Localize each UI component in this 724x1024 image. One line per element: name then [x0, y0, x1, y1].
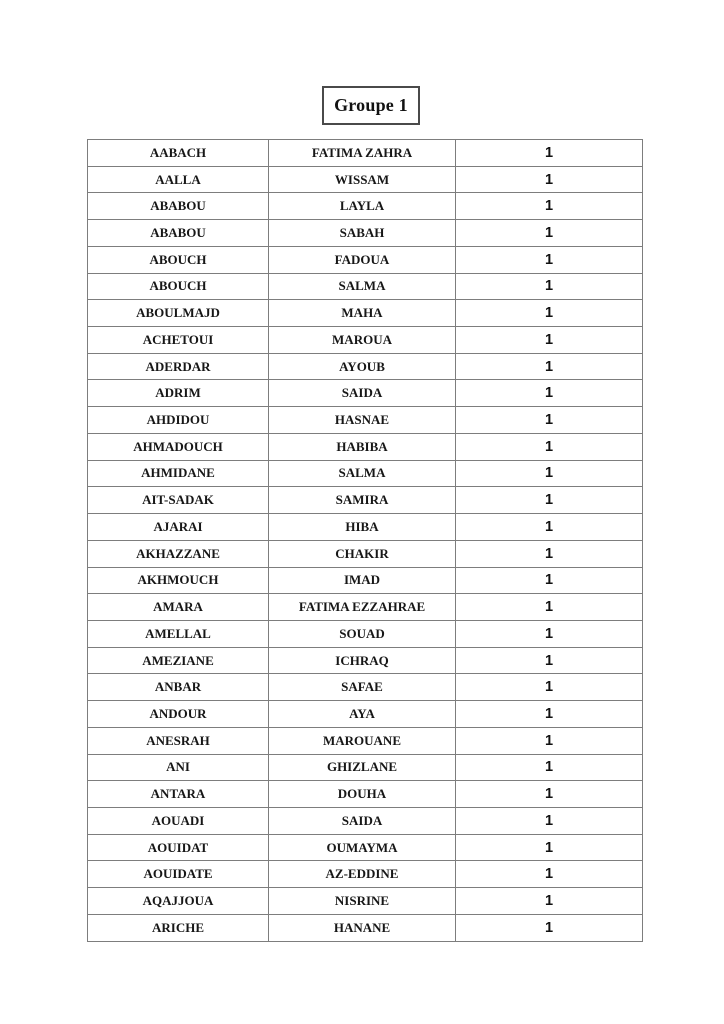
table-row: [88, 273, 643, 300]
last-name-cell: AMARA: [88, 594, 269, 621]
first-name-cell: FATIMA ZAHRA: [269, 140, 456, 167]
table-row: [88, 861, 643, 888]
table-row: [88, 193, 643, 220]
last-name-cell: AQAJJOUA: [88, 888, 269, 915]
first-name-cell: DOUHA: [269, 781, 456, 808]
first-name-cell: SALMA: [269, 273, 456, 300]
group-count-cell: 1: [456, 861, 643, 888]
last-name-cell: AOUADI: [88, 807, 269, 834]
group-count-cell: 1: [456, 380, 643, 407]
table-row: [88, 807, 643, 834]
last-name-cell: ABABOU: [88, 193, 269, 220]
group-count-cell: 1: [456, 807, 643, 834]
table-row: [88, 380, 643, 407]
table-row: [88, 246, 643, 273]
table-row: [88, 888, 643, 915]
first-name-cell: HABIBA: [269, 433, 456, 460]
group-count-cell: 1: [456, 701, 643, 728]
group-count-cell: 1: [456, 781, 643, 808]
group-count-cell: 1: [456, 487, 643, 514]
group-count-cell: 1: [456, 460, 643, 487]
table-row: [88, 460, 643, 487]
group-count-cell: 1: [456, 567, 643, 594]
group-count-cell: 1: [456, 834, 643, 861]
group-count-cell: 1: [456, 727, 643, 754]
table-row: [88, 701, 643, 728]
last-name-cell: AHMADOUCH: [88, 433, 269, 460]
page-title: Groupe 1: [334, 95, 408, 115]
first-name-cell: SAIDA: [269, 380, 456, 407]
group-count-cell: 1: [456, 166, 643, 193]
first-name-cell: SAIDA: [269, 807, 456, 834]
table-row: [88, 620, 643, 647]
last-name-cell: AMELLAL: [88, 620, 269, 647]
last-name-cell: AKHMOUCH: [88, 567, 269, 594]
last-name-cell: AABACH: [88, 140, 269, 167]
table-row: [88, 647, 643, 674]
first-name-cell: IMAD: [269, 567, 456, 594]
last-name-cell: AKHAZZANE: [88, 540, 269, 567]
first-name-cell: ICHRAQ: [269, 647, 456, 674]
first-name-cell: OUMAYMA: [269, 834, 456, 861]
table-row: [88, 540, 643, 567]
last-name-cell: ADRIM: [88, 380, 269, 407]
first-name-cell: SABAH: [269, 220, 456, 247]
group-count-cell: 1: [456, 620, 643, 647]
last-name-cell: AOUIDATE: [88, 861, 269, 888]
first-name-cell: MAROUA: [269, 327, 456, 354]
table-row: [88, 567, 643, 594]
table-row: [88, 487, 643, 514]
group-count-cell: 1: [456, 246, 643, 273]
last-name-cell: ANTARA: [88, 781, 269, 808]
table-row: [88, 140, 643, 167]
first-name-cell: SAMIRA: [269, 487, 456, 514]
last-name-cell: AOUIDAT: [88, 834, 269, 861]
group-count-cell: 1: [456, 594, 643, 621]
first-name-cell: MAROUANE: [269, 727, 456, 754]
group-count-cell: 1: [456, 914, 643, 941]
roster-table: [87, 139, 643, 942]
roster-body: [88, 140, 643, 942]
table-row: [88, 781, 643, 808]
last-name-cell: ADERDAR: [88, 353, 269, 380]
first-name-cell: LAYLA: [269, 193, 456, 220]
group-count-cell: 1: [456, 647, 643, 674]
group-count-cell: 1: [456, 327, 643, 354]
last-name-cell: ABABOU: [88, 220, 269, 247]
last-name-cell: ANESRAH: [88, 727, 269, 754]
first-name-cell: HIBA: [269, 514, 456, 541]
group-count-cell: 1: [456, 888, 643, 915]
group-count-cell: 1: [456, 140, 643, 167]
last-name-cell: AIT-SADAK: [88, 487, 269, 514]
last-name-cell: ABOUCH: [88, 246, 269, 273]
first-name-cell: FADOUA: [269, 246, 456, 273]
table-row: [88, 433, 643, 460]
last-name-cell: ARICHE: [88, 914, 269, 941]
table-row: [88, 327, 643, 354]
group-count-cell: 1: [456, 273, 643, 300]
group-count-cell: 1: [456, 353, 643, 380]
table-row: [88, 674, 643, 701]
last-name-cell: AHMIDANE: [88, 460, 269, 487]
table-row: [88, 834, 643, 861]
table-row: [88, 754, 643, 781]
first-name-cell: SAFAE: [269, 674, 456, 701]
group-title-box: [322, 86, 420, 125]
first-name-cell: AYOUB: [269, 353, 456, 380]
table-row: [88, 514, 643, 541]
group-count-cell: 1: [456, 407, 643, 434]
last-name-cell: ANBAR: [88, 674, 269, 701]
table-row: [88, 166, 643, 193]
first-name-cell: AZ-EDDINE: [269, 861, 456, 888]
last-name-cell: ACHETOUI: [88, 327, 269, 354]
first-name-cell: GHIZLANE: [269, 754, 456, 781]
first-name-cell: WISSAM: [269, 166, 456, 193]
group-count-cell: 1: [456, 754, 643, 781]
table-row: [88, 407, 643, 434]
first-name-cell: SALMA: [269, 460, 456, 487]
group-count-cell: 1: [456, 540, 643, 567]
last-name-cell: AJARAI: [88, 514, 269, 541]
table-row: [88, 727, 643, 754]
group-count-cell: 1: [456, 193, 643, 220]
group-count-cell: 1: [456, 433, 643, 460]
table-row: [88, 300, 643, 327]
last-name-cell: AHDIDOU: [88, 407, 269, 434]
last-name-cell: ABOULMAJD: [88, 300, 269, 327]
last-name-cell: AMEZIANE: [88, 647, 269, 674]
first-name-cell: AYA: [269, 701, 456, 728]
group-count-cell: 1: [456, 220, 643, 247]
last-name-cell: AALLA: [88, 166, 269, 193]
first-name-cell: HANANE: [269, 914, 456, 941]
group-count-cell: 1: [456, 674, 643, 701]
first-name-cell: SOUAD: [269, 620, 456, 647]
table-row: [88, 353, 643, 380]
first-name-cell: MAHA: [269, 300, 456, 327]
group-count-cell: 1: [456, 300, 643, 327]
first-name-cell: FATIMA EZZAHRAE: [269, 594, 456, 621]
last-name-cell: ANDOUR: [88, 701, 269, 728]
last-name-cell: ANI: [88, 754, 269, 781]
group-count-cell: 1: [456, 514, 643, 541]
table-row: [88, 220, 643, 247]
last-name-cell: ABOUCH: [88, 273, 269, 300]
first-name-cell: CHAKIR: [269, 540, 456, 567]
first-name-cell: NISRINE: [269, 888, 456, 915]
first-name-cell: HASNAE: [269, 407, 456, 434]
table-row: [88, 914, 643, 941]
table-row: [88, 594, 643, 621]
